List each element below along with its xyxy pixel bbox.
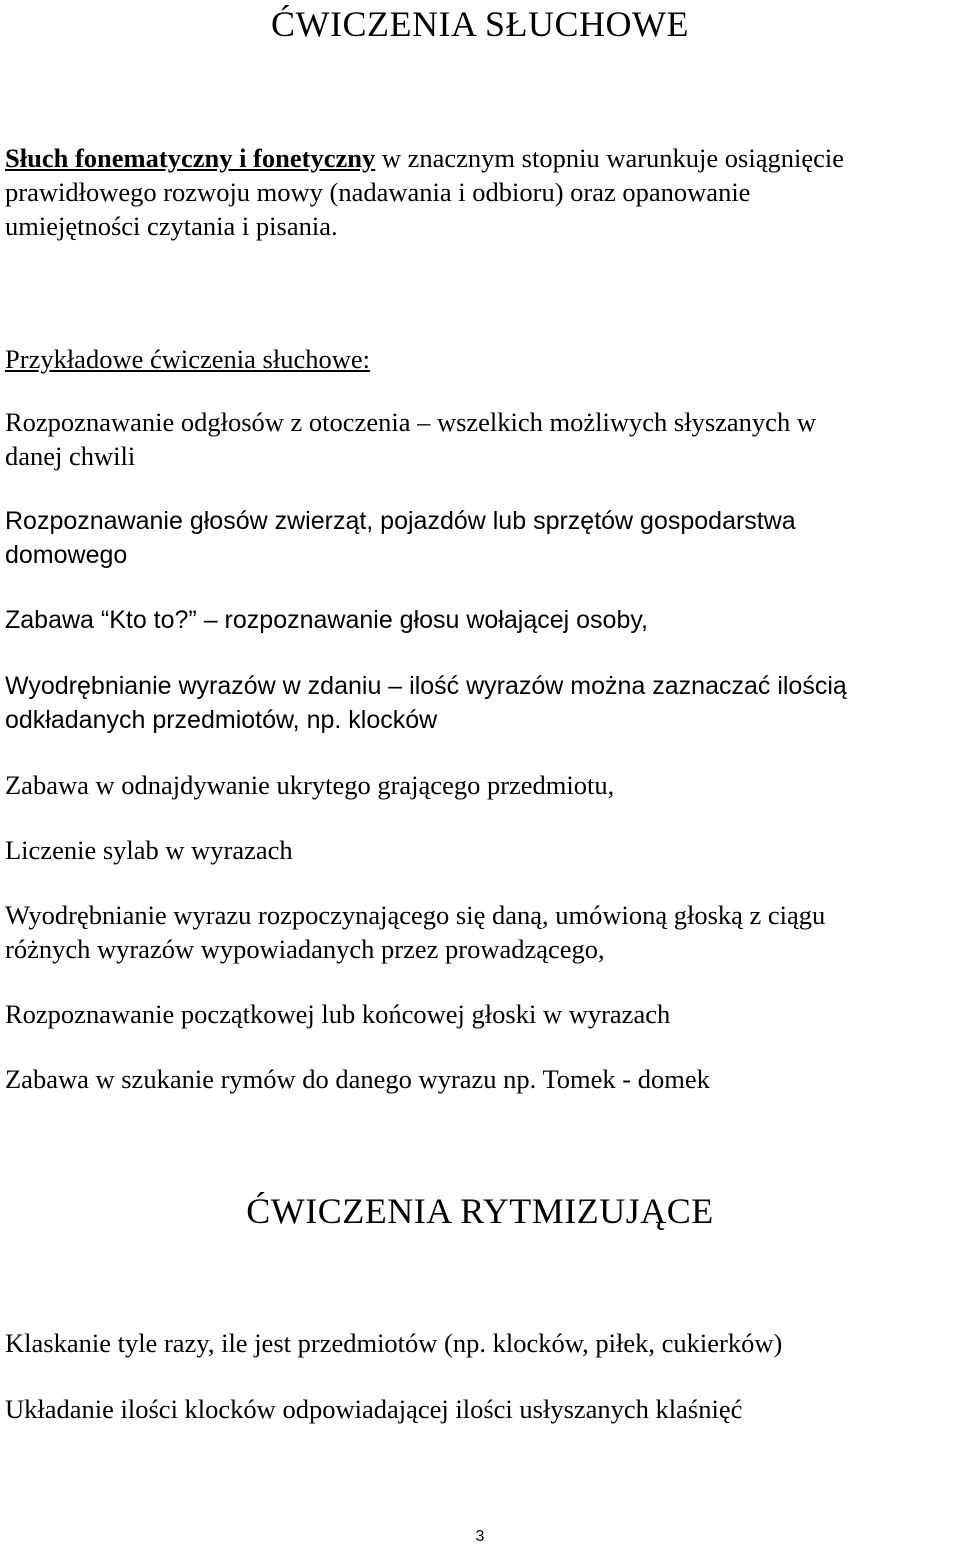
intro-line3: umiejętności czytania i pisania.: [5, 211, 338, 241]
list-item: [5, 669, 955, 737]
intro-line1-rest: w znacznym stopniu warunkuje osiągnięcie: [375, 143, 844, 173]
intro-bold-term: Słuch fonematyczny i fonetyczny: [5, 143, 376, 173]
rhythm-item-line: Klaskanie tyle razy, ile jest przedmiotów (np. klocków, piłek, cukierków): [5, 1328, 783, 1358]
list-item-line: różnych wyrazów wypowiadanych przez prowadzącego,: [5, 934, 605, 964]
list-item-line: Zabawa “Kto to?” – rozpoznawanie głosu wołającej osoby,: [5, 606, 648, 634]
rhythm-title: ĆWICZENIA RYTMIZUJĄCE: [246, 1191, 714, 1231]
list-item-line: Rozpoznawanie odgłosów z otoczenia – wszelkich możliwych słyszanych w: [5, 407, 816, 437]
list-item: [5, 997, 955, 1031]
list-item: [5, 768, 955, 802]
examples-heading: [5, 342, 955, 376]
list-item-line: Rozpoznawanie początkowej lub końcowej głoski w wyrazach: [5, 999, 671, 1029]
list-item: [5, 504, 955, 572]
list-item: [5, 1062, 955, 1096]
list-item-line: Zabawa w odnajdywanie ukrytego grającego przedmiotu,: [5, 770, 615, 800]
list-item-line: Wyodrębnianie wyrazu rozpoczynającego się daną, umówioną głoską z ciągu: [5, 900, 826, 930]
rhythm-item: [5, 1392, 955, 1426]
main-title: ĆWICZENIA SŁUCHOWE: [271, 4, 689, 44]
intro-paragraph: [5, 141, 955, 243]
list-item-line: Rozpoznawanie głosów zwierząt, pojazdów lub sprzętów gospodarstwa: [5, 507, 796, 535]
list-item-line: Zabawa w szukanie rymów do danego wyrazu np. Tomek - domek: [5, 1064, 710, 1094]
page-number: 3: [475, 1528, 485, 1545]
examples-heading-text: Przykładowe ćwiczenia słuchowe:: [5, 344, 370, 374]
list-item-line: danej chwili: [5, 441, 136, 471]
list-item-line: Liczenie sylab w wyrazach: [5, 835, 293, 865]
rhythm-item-line: Układanie ilości klocków odpowiadającej ilości usłyszanych klaśnięć: [5, 1394, 743, 1424]
rhythm-item: [5, 1326, 955, 1360]
list-item-line: domowego: [5, 541, 128, 569]
list-item: [5, 603, 955, 637]
list-item: [5, 833, 955, 867]
list-item: [5, 405, 955, 473]
list-item-line: Wyodrębnianie wyrazów w zdaniu – ilość wyrazów można zaznaczać ilością: [5, 672, 847, 700]
intro-line2: prawidłowego rozwoju mowy (nadawania i odbioru) oraz opanowanie: [5, 177, 751, 207]
list-item: [5, 898, 955, 966]
list-item-line: odkładanych przedmiotów, np. klocków: [5, 706, 438, 734]
